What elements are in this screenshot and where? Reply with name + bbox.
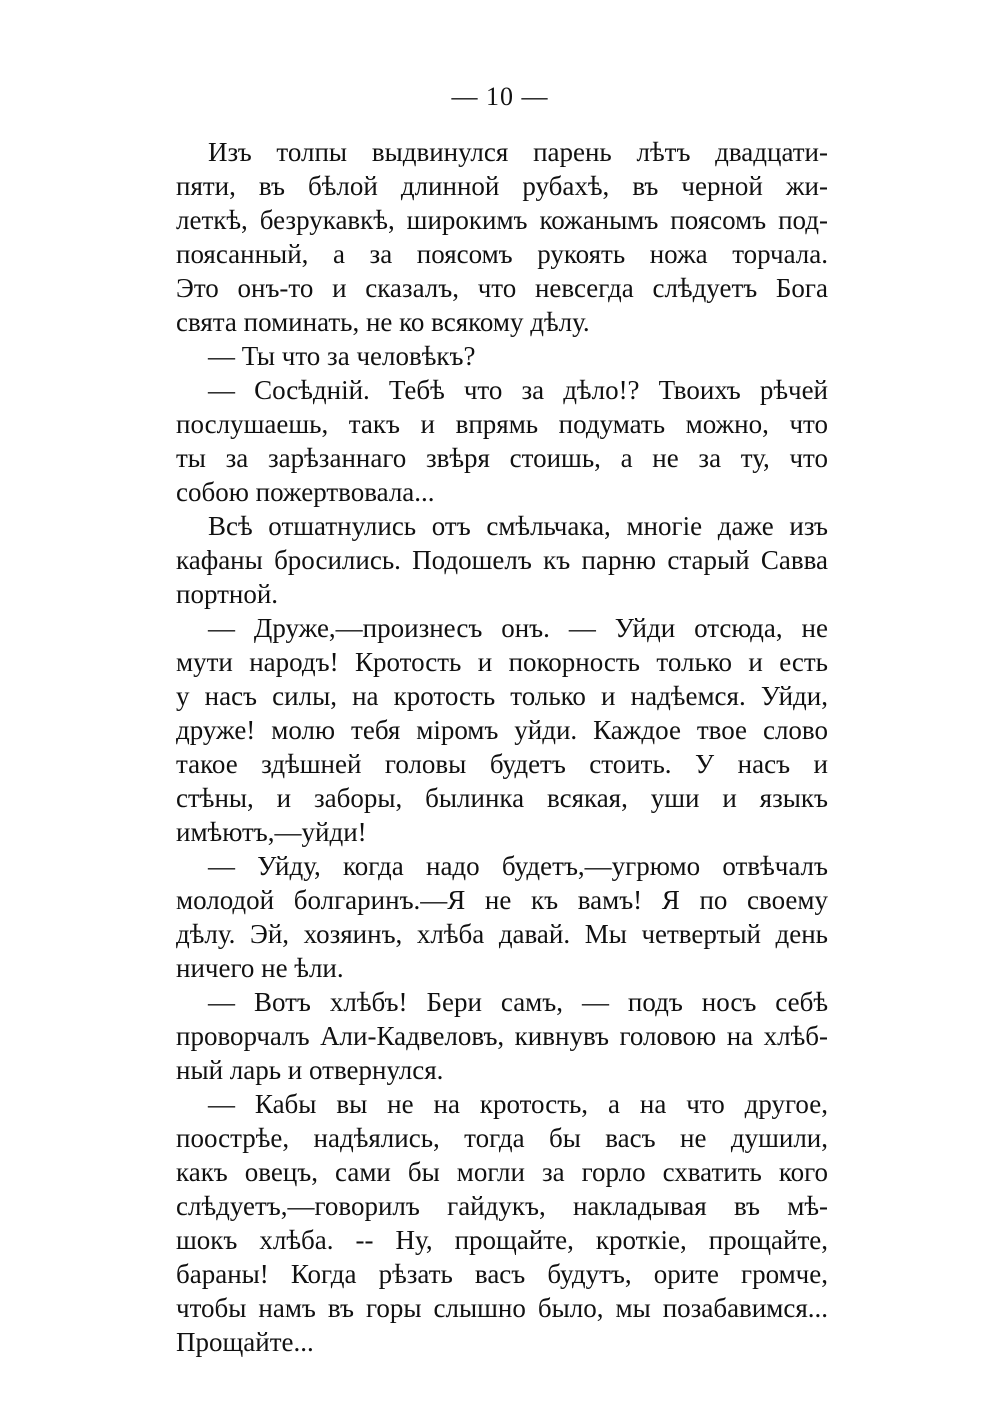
text-line: чтобы намъ въ горы слышно было, мы позабавимся... <box>176 1293 828 1323</box>
text-line: какъ овецъ, сами бы могли за горло схватить кого <box>176 1157 828 1187</box>
text-line: проворчалъ Али-Кадвеловъ, кивнувъ головою на хлѣб- <box>176 1021 828 1051</box>
text-line: послушаешь, такъ и впрямь подумать можно, что <box>176 409 828 439</box>
paragraph-2 <box>176 339 828 373</box>
text-line: Всѣ отшатнулись отъ смѣльчака, многіе даже изъ <box>208 511 828 541</box>
text-line: собою пожертвовала... <box>176 477 435 507</box>
paragraph-1 <box>176 135 828 339</box>
text-line: — Уйду, когда надо будетъ,—угрюмо отвѣчалъ <box>208 851 828 881</box>
text-line: ничего не ѣли. <box>176 953 344 983</box>
text-line: — Ты что за человѣкъ? <box>208 341 476 371</box>
text-line: дѣлу. Эй, хозяинъ, хлѣба давай. Мы четвертый день <box>176 919 828 949</box>
text-line: бараны! Когда рѣзать васъ будутъ, орите громче, <box>176 1259 828 1289</box>
body-text <box>176 135 828 1359</box>
paragraph-6 <box>176 849 828 985</box>
text-line: поясанный, а за поясомъ рукоять ножа торчала. <box>176 239 828 269</box>
paragraph-8 <box>176 1087 828 1359</box>
text-line: слѣдуетъ,—говорилъ гайдукъ, накладывая въ мѣ- <box>176 1191 828 1221</box>
text-line: у насъ силы, на кротость только и надѣемся. Уйди, <box>176 681 828 711</box>
text-line: портной. <box>176 579 279 609</box>
text-line: ты за зарѣзаннаго звѣря стоишь, а не за ту, что <box>176 443 828 473</box>
text-line: — Кабы вы не на кротость, а на что другое, <box>208 1089 828 1119</box>
text-line: пяти, въ бѣлой длинной рубахѣ, въ черной жи- <box>176 171 828 201</box>
text-line: такое здѣшней головы будетъ стоить. У насъ и <box>176 749 828 779</box>
text-line: свята поминать, не ко всякому дѣлу. <box>176 307 590 337</box>
text-line: кафаны бросились. Подошелъ къ парню старый Савва <box>176 545 828 575</box>
text-line: мути народъ! Кротость и покорность только и есть <box>176 647 828 677</box>
text-line: — Друже,—произнесъ онъ. — Уйди отсюда, не <box>208 613 828 643</box>
text-line: Прощайте... <box>176 1327 314 1357</box>
paragraph-4 <box>176 509 828 611</box>
text-line: имѣютъ,—уйди! <box>176 817 367 847</box>
text-line: Изъ толпы выдвинулся парень лѣтъ двадцати- <box>208 137 828 167</box>
paragraph-3 <box>176 373 828 509</box>
paragraph-7 <box>176 985 828 1087</box>
text-line: друже! молю тебя міромъ уйди. Каждое твое слово <box>176 715 828 745</box>
text-line: — Сосѣдній. Тебѣ что за дѣло!? Твоихъ рѣчей <box>208 375 828 405</box>
text-line: — Вотъ хлѣбъ! Бери самъ, — подъ носъ себѣ <box>208 987 828 1017</box>
text-line: стѣны, и заборы, былинка всякая, уши и языкъ <box>176 783 828 813</box>
text-line: поострѣе, надѣялись, тогда бы васъ не душили, <box>176 1123 828 1153</box>
text-line: ный ларь и отвернулся. <box>176 1055 444 1085</box>
text-line: леткѣ, безрукавкѣ, широкимъ кожанымъ поясомъ под- <box>176 205 828 235</box>
paragraph-5 <box>176 611 828 849</box>
text-line: молодой болгаринъ.—Я не къ вамъ! Я по своему <box>176 885 828 915</box>
text-line: шокъ хлѣба. -- Ну, прощайте, кроткіе, прощайте, <box>176 1225 828 1255</box>
text-line: Это онъ-то и сказалъ, что невсегда слѣдуетъ Бога <box>176 273 828 303</box>
page-number: — 10 — <box>451 82 549 111</box>
